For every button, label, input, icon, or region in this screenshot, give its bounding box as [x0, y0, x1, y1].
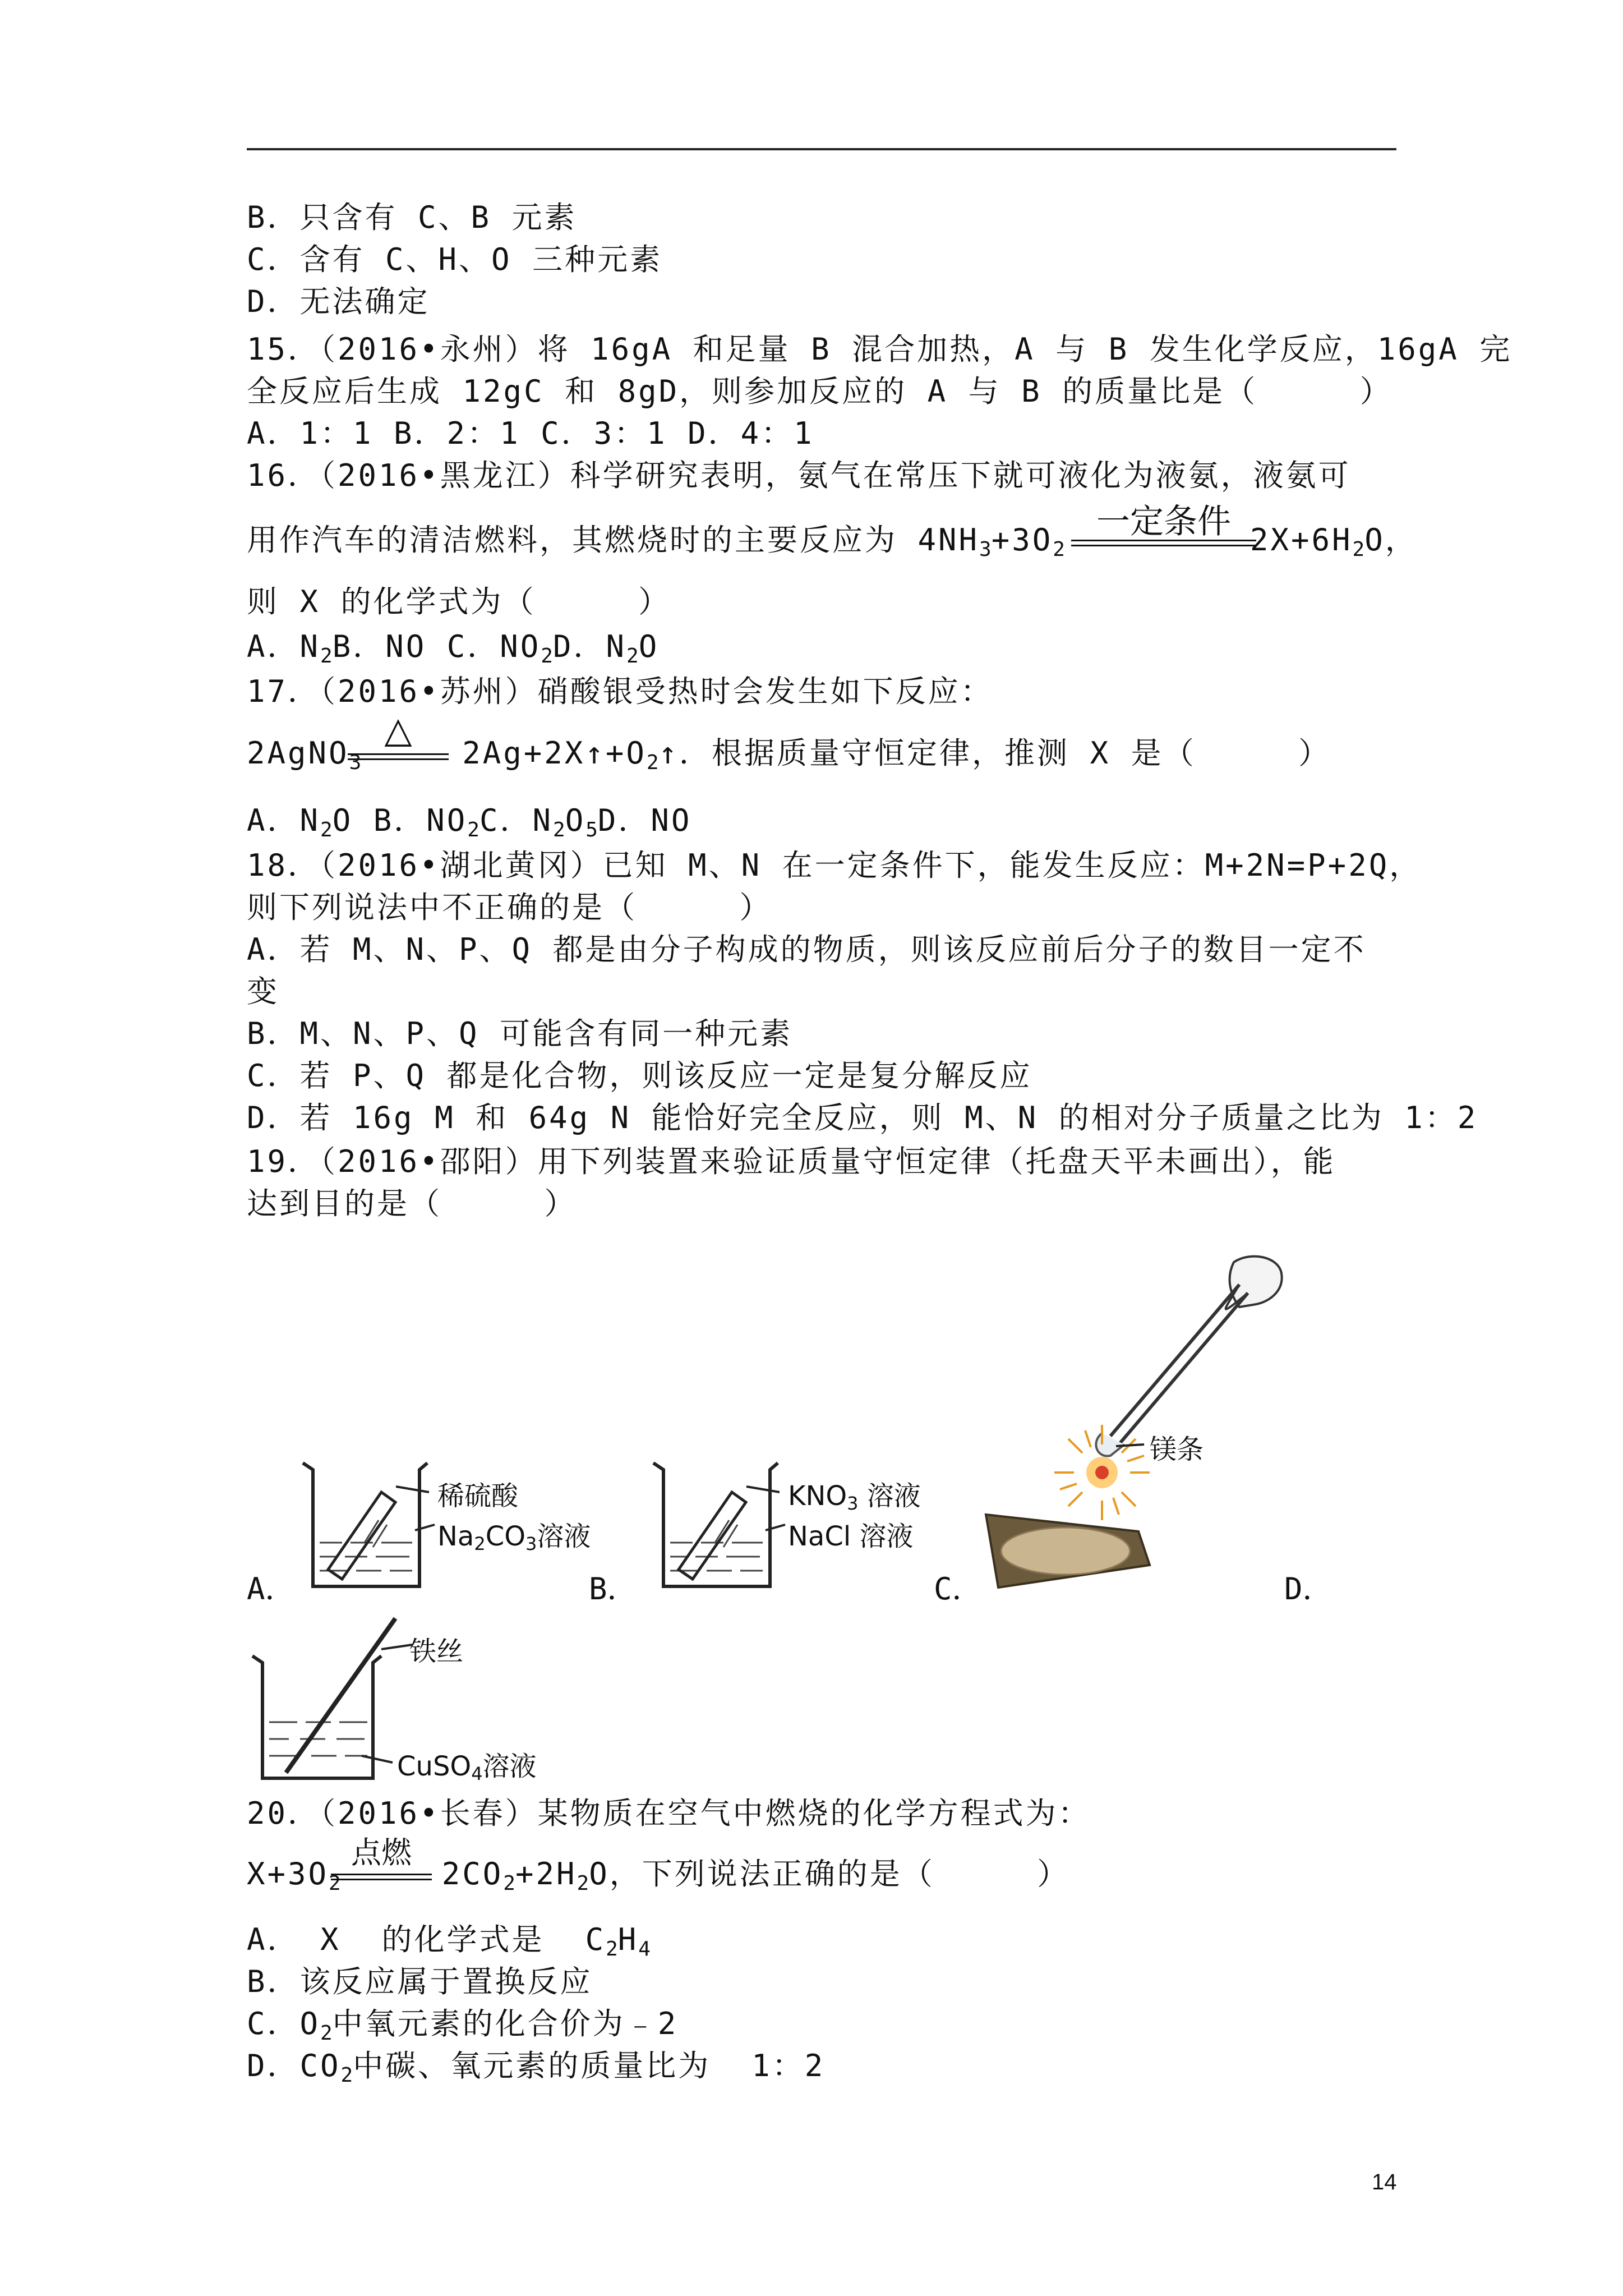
- q17-equation-line: 2AgNO$_3$ $2Ag+2X↑+O_2↑$．根据质量守恒定律，推测 X 是（ ）: [247, 735, 1331, 774]
- figure-a-label-solution: Na2CO3溶液: [437, 1521, 591, 1554]
- figure-b-beaker: [648, 1458, 794, 1593]
- q16-stem-line1: 16．（2016•黑龙江）科学研究表明，氨气在常压下就可液化为液氨，液氨可: [247, 458, 1351, 493]
- q17-stem-line1: 17．（2016•苏州）硝酸银受热时会发生如下反应：: [247, 674, 993, 709]
- q20-option-d: D．$CO_2$中碳、氧元素的质量比为 1：2: [247, 2048, 826, 2087]
- q15-stem-line1: 15．（2016•永州）将 16gA 和足量 B 混合加热，A 与 B 发生化学反应，16gA 完: [247, 332, 1513, 367]
- q20-equation-line: $X+3O_2$ $2CO_2+2H_2O$，下列说法正确的是（ ）: [247, 1856, 1070, 1895]
- q17-equals-sign: [348, 753, 449, 760]
- q19-stem-line1: 19．（2016•邵阳）用下列装置来验证质量守恒定律（托盘天平未画出），能: [247, 1144, 1336, 1179]
- q20-equals-sign: [331, 1874, 432, 1880]
- q18-stem-line2: 则下列说法中不正确的是（ ）: [247, 890, 772, 925]
- q20-reaction-condition: 点燃: [351, 1835, 412, 1870]
- q20-stem-line1: 20．（2016•长春）某物质在空气中燃烧的化学方程式为：: [247, 1796, 1091, 1831]
- page-number: 14: [1372, 2170, 1397, 2194]
- q18-option-c: C．若 P、Q 都是化合物，则该反应一定是复分解反应: [247, 1058, 1032, 1093]
- q18-option-d: D．若 16g M 和 64g N 能恰好完全反应，则 M、N 的相对分子质量之比为 1：2: [247, 1100, 1478, 1135]
- q20-option-b: B．该反应属于置换反应: [247, 1964, 593, 1999]
- q16-stem-line2: 用作汽车的清洁燃料，其燃烧时的主要反应为 $4NH_3+3O_2$ $2X+6H_2O$，: [247, 522, 1418, 561]
- figure-d-label-iron-wire: 铁丝: [409, 1636, 464, 1667]
- q19-option-b: B．: [589, 1571, 638, 1607]
- q19-option-d: D．: [1284, 1571, 1333, 1607]
- q18-stem-line1: 18．（2016•湖北黄冈）已知 M、N 在一定条件下，能发生反应：M+2N=P+2Q，: [247, 848, 1422, 883]
- figure-d-label-cuso4: CuSO4溶液: [397, 1751, 537, 1784]
- q20-option-a: A． X 的化学式是 $C_2H_4$: [247, 1922, 651, 1961]
- figure-c-magnesium-burning: [976, 1251, 1357, 1593]
- q18-option-a-line1: A．若 M、N、P、Q 都是由分子构成的物质，则该反应前后分子的数目一定不: [247, 932, 1366, 967]
- figure-b-label-nacl: NaCl 溶液: [788, 1521, 914, 1552]
- q14-option-c: C．含有 C、H、O 三种元素: [247, 242, 663, 277]
- q15-stem-line2: 全反应后生成 12gC 和 8gD，则参加反应的 A 与 B 的质量比是（ ）: [247, 374, 1393, 409]
- q16-options: A．$N_2B$．NO C．$NO_2D$．$N_2O$: [247, 629, 660, 668]
- q15-options: A．1：1 B．2：1 C．3：1 D．4：1: [247, 416, 814, 451]
- q16-stem-line3: 则 X 的化学式为（ ）: [247, 584, 671, 619]
- figure-d-iron-wire-beaker: [247, 1616, 415, 1784]
- figure-a-beaker: [297, 1458, 443, 1593]
- q17-heat-symbol: △: [384, 710, 412, 751]
- q20-option-c: C．$O_2$中氧元素的化合价为﹣2: [247, 2006, 679, 2045]
- q16-reaction-condition: 一定条件: [1096, 502, 1231, 541]
- q14-option-b: B．只含有 C、B 元素: [247, 200, 577, 235]
- q19-stem-line2: 达到目的是（ ）: [247, 1186, 577, 1221]
- q14-option-d: D．无法确定: [247, 284, 430, 319]
- figure-a-label-acid: 稀硫酸: [437, 1480, 519, 1512]
- figure-b-label-kno3: KNO3 溶液: [788, 1480, 921, 1514]
- q18-option-a-line2: 变: [247, 974, 279, 1009]
- q19-option-c: C．: [934, 1571, 983, 1607]
- q18-option-b: B．M、N、P、Q 可能含有同一种元素: [247, 1016, 793, 1051]
- q17-options: A．$N_2O$ B．$NO_2C$．$N_2O_5D$．NO: [247, 803, 692, 841]
- q19-option-a: A．: [247, 1571, 296, 1607]
- header-rule: [247, 148, 1396, 150]
- q16-equals-sign: [1071, 540, 1256, 546]
- figure-c-label-magnesium: 镁条: [1150, 1434, 1204, 1465]
